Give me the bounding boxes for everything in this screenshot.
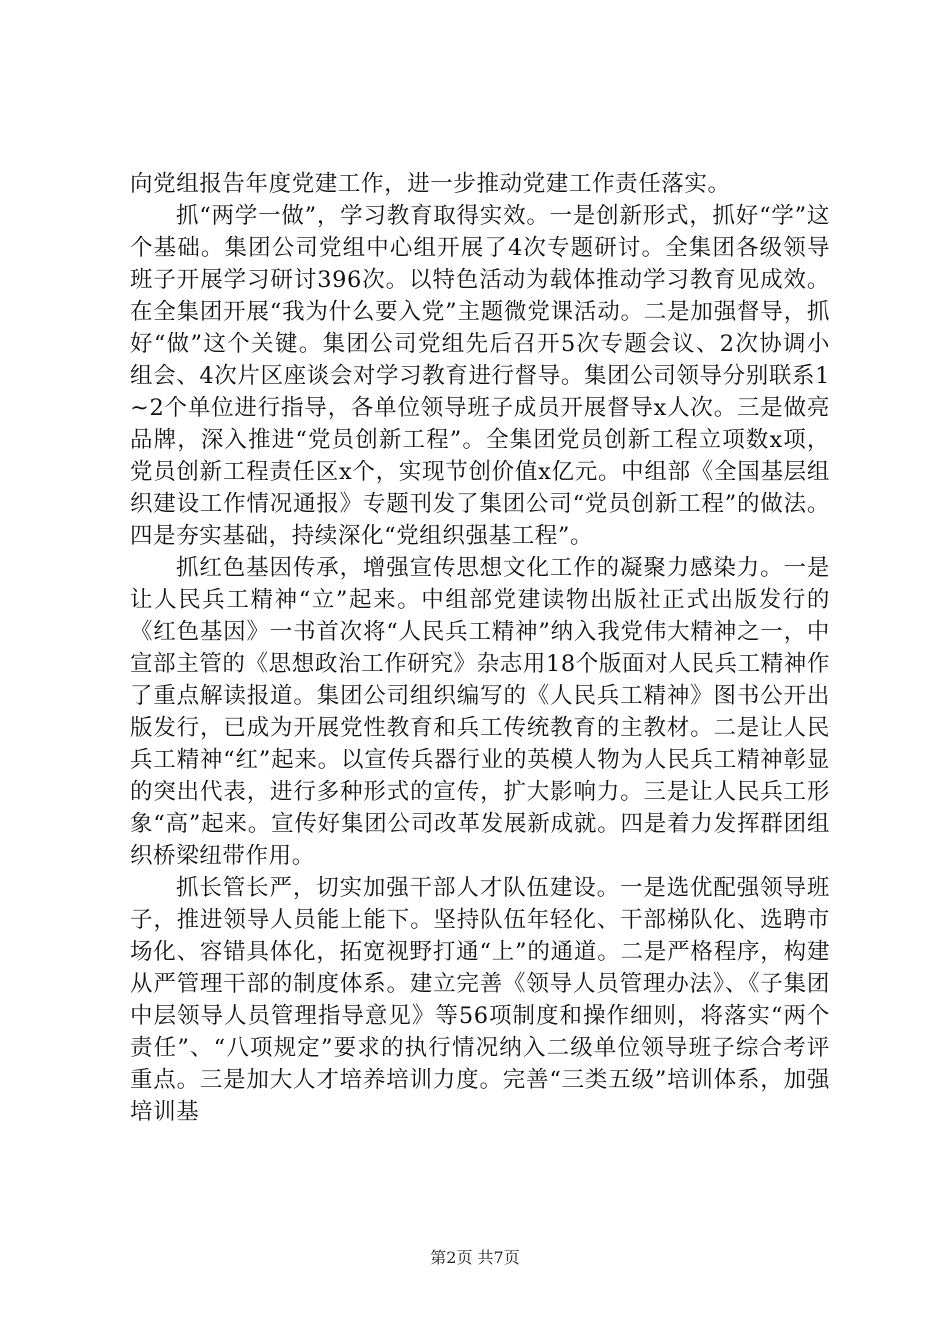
- paragraph-continuation: 向党组报告年度党建工作，进一步推动党建工作责任落实。: [130, 171, 731, 197]
- paragraph-cadre-building: 抓长管长严，切实加强干部人才队伍建设。一是选优配强领导班子，推进领导人员能上能下。坚持队伍年轻化、干部梯队化、选聘市场化、容错具体化，拓宽视野打通“上”的通道。二是严格程序，构建从严管理干部的制度体系。建立完善《领导人员管理办法》、《子集团中层领导人员管理指导意见》等56项制度和操作细则，将落实“两个责任”、“八项规定”要求的执行情况纳入二级单位领导班子综合考评重点。三是加大人才培养培训力度。完善“三类五级”培训体系，加强培训基: [130, 875, 830, 1125]
- document-body: [130, 168, 830, 1128]
- paragraph-red-gene: 抓红色基因传承，增强宣传思想文化工作的凝聚力感染力。一是让人民兵工精神“立”起来。中组部党建读物出版社正式出版发行的《红色基因》一书首次将“人民兵工精神”纳入我党伟大精神之一，中宣部主管的《思想政治工作研究》杂志用18个版面对人民兵工精神作了重点解读报道。集团公司组织编写的《人民兵工精神》图书公开出版发行，已成为开展党性教育和兵工传统教育的主教材。二是让人民兵工精神“红”起来。以宣传兵器行业的英模人物为人民兵工精神彰显的突出代表，进行多种形式的宣传，扩大影响力。三是让人民兵工形象“高”起来。宣传好集团公司改革发展新成就。四是着力发挥群团组织桥梁纽带作用。: [130, 555, 830, 869]
- page-number-footer: 第2页 共7页: [430, 1248, 520, 1267]
- paragraph-study-education: 抓“两学一做”，学习教育取得实效。一是创新形式，抓好“学”这个基础。集团公司党组中心组开展了4次专题研讨。全集团各级领导班子开展学习研讨396次。以特色活动为载体推动学习教育见成效。在全集团开展“我为什么要入党”主题微党课活动。二是加强督导，抓好“做”这个关键。集团公司党组先后召开5次专题会议、2次协调小组会、4次片区座谈会对学习教育进行督导。集团公司领导分别联系1~2个单位进行指导，各单位领导班子成员开展督导x人次。三是做亮品牌，深入推进“党员创新工程”。全集团党员创新工程立项数x项，党员创新工程责任区x个，实现节创价值x亿元。中组部《全国基层组织建设工作情况通报》专题刊发了集团公司“党员创新工程”的做法。四是夯实基础，持续深化“党组织强基工程”。: [130, 203, 830, 549]
